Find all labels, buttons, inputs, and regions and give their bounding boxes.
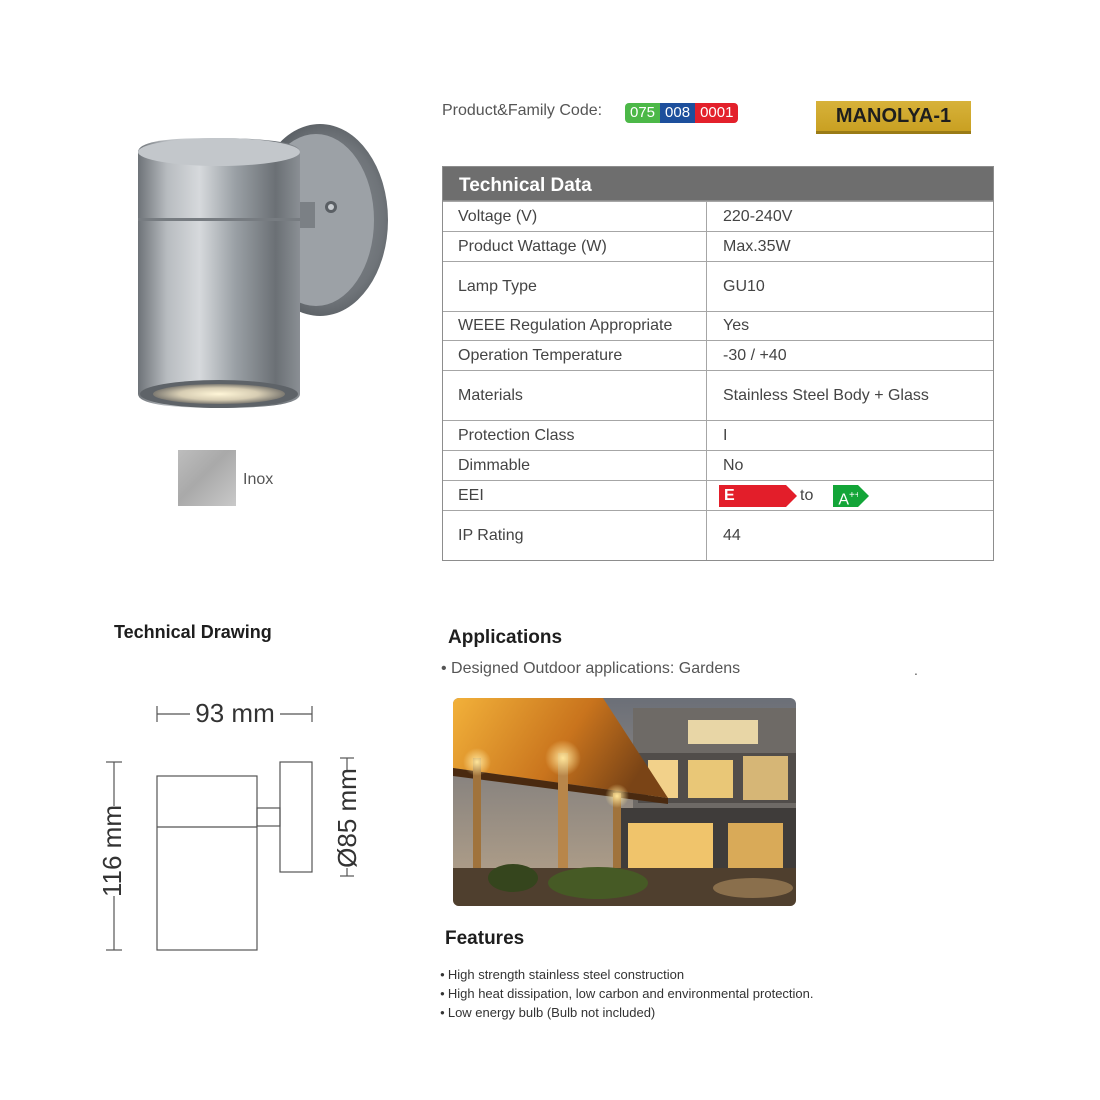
table-row xyxy=(443,261,993,311)
diameter-dimension-label: Ø85 mm xyxy=(332,768,362,868)
row-label: Protection Class xyxy=(443,421,707,450)
code-badge-2: 008 xyxy=(660,103,695,123)
technical-data-table xyxy=(442,166,994,561)
table-row xyxy=(443,420,993,450)
height-dimension-label: 116 mm xyxy=(97,805,127,897)
table-row xyxy=(443,510,993,560)
list-item: ● High strength stainless steel construction xyxy=(440,965,814,984)
row-value: I xyxy=(723,426,728,444)
row-label: Materials xyxy=(443,371,707,420)
application-photo xyxy=(453,698,796,906)
table-row xyxy=(443,370,993,420)
row-label: WEEE Regulation Appropriate xyxy=(443,312,707,340)
features-title: Features xyxy=(445,928,525,949)
bullet-dot: • xyxy=(441,660,452,677)
table-row xyxy=(443,201,993,231)
row-value: GU10 xyxy=(723,277,765,295)
table-row xyxy=(443,311,993,340)
table-row xyxy=(443,480,993,510)
product-family-code-label: Product&Family Code: xyxy=(442,102,603,119)
table-row xyxy=(443,450,993,480)
list-item: ● High heat dissipation, low carbon and environmental protection. xyxy=(440,984,814,1003)
width-dimension-label: 93 mm xyxy=(195,698,275,728)
row-value: -30 / +40 xyxy=(723,346,787,364)
table-row xyxy=(443,340,993,370)
model-name-badge: MANOLYA-1 xyxy=(816,101,971,134)
row-label: EEI xyxy=(443,481,707,510)
row-label: Operation Temperature xyxy=(443,341,707,370)
row-label: Product Wattage (W) xyxy=(443,232,707,261)
row-value: 220-240V xyxy=(723,207,793,225)
eei-class-e-arrow: E xyxy=(719,485,786,507)
eei-to-suffix: ++ xyxy=(849,489,861,501)
inox-swatch xyxy=(178,450,236,506)
row-value: Max.35W xyxy=(723,237,791,255)
eei-to-letter: A xyxy=(838,490,850,508)
applications-trailing-dot: . xyxy=(914,662,918,678)
code-badge-3: 0001 xyxy=(695,103,738,123)
features-list xyxy=(440,965,814,1022)
row-value: Stainless Steel Body + Glass xyxy=(723,386,929,404)
applications-title: Applications xyxy=(448,627,563,648)
row-label: Lamp Type xyxy=(443,262,707,311)
product-code-badges xyxy=(625,103,738,123)
code-badge-1: 075 xyxy=(625,103,660,123)
row-label: IP Rating xyxy=(443,511,707,560)
eei-value xyxy=(707,481,993,510)
eei-class-a-arrow xyxy=(833,485,861,508)
technical-drawing xyxy=(90,690,380,970)
row-label: Dimmable xyxy=(443,451,707,480)
technical-drawing-title: Technical Drawing xyxy=(114,622,272,642)
applications-item xyxy=(441,660,740,678)
row-value: No xyxy=(723,456,744,474)
product-photo xyxy=(120,110,400,420)
eei-separator: to xyxy=(800,486,814,504)
row-value: Yes xyxy=(723,317,750,334)
technical-data-title: Technical Data xyxy=(443,167,993,201)
row-label: Voltage (V) xyxy=(443,202,707,231)
row-value: 44 xyxy=(723,526,741,544)
table-row xyxy=(443,231,993,261)
applications-item-text: Designed Outdoor applications: Gardens xyxy=(451,660,741,677)
list-item: ● Low energy bulb (Bulb not included) xyxy=(440,1003,814,1022)
finish-label: Inox xyxy=(243,471,274,488)
